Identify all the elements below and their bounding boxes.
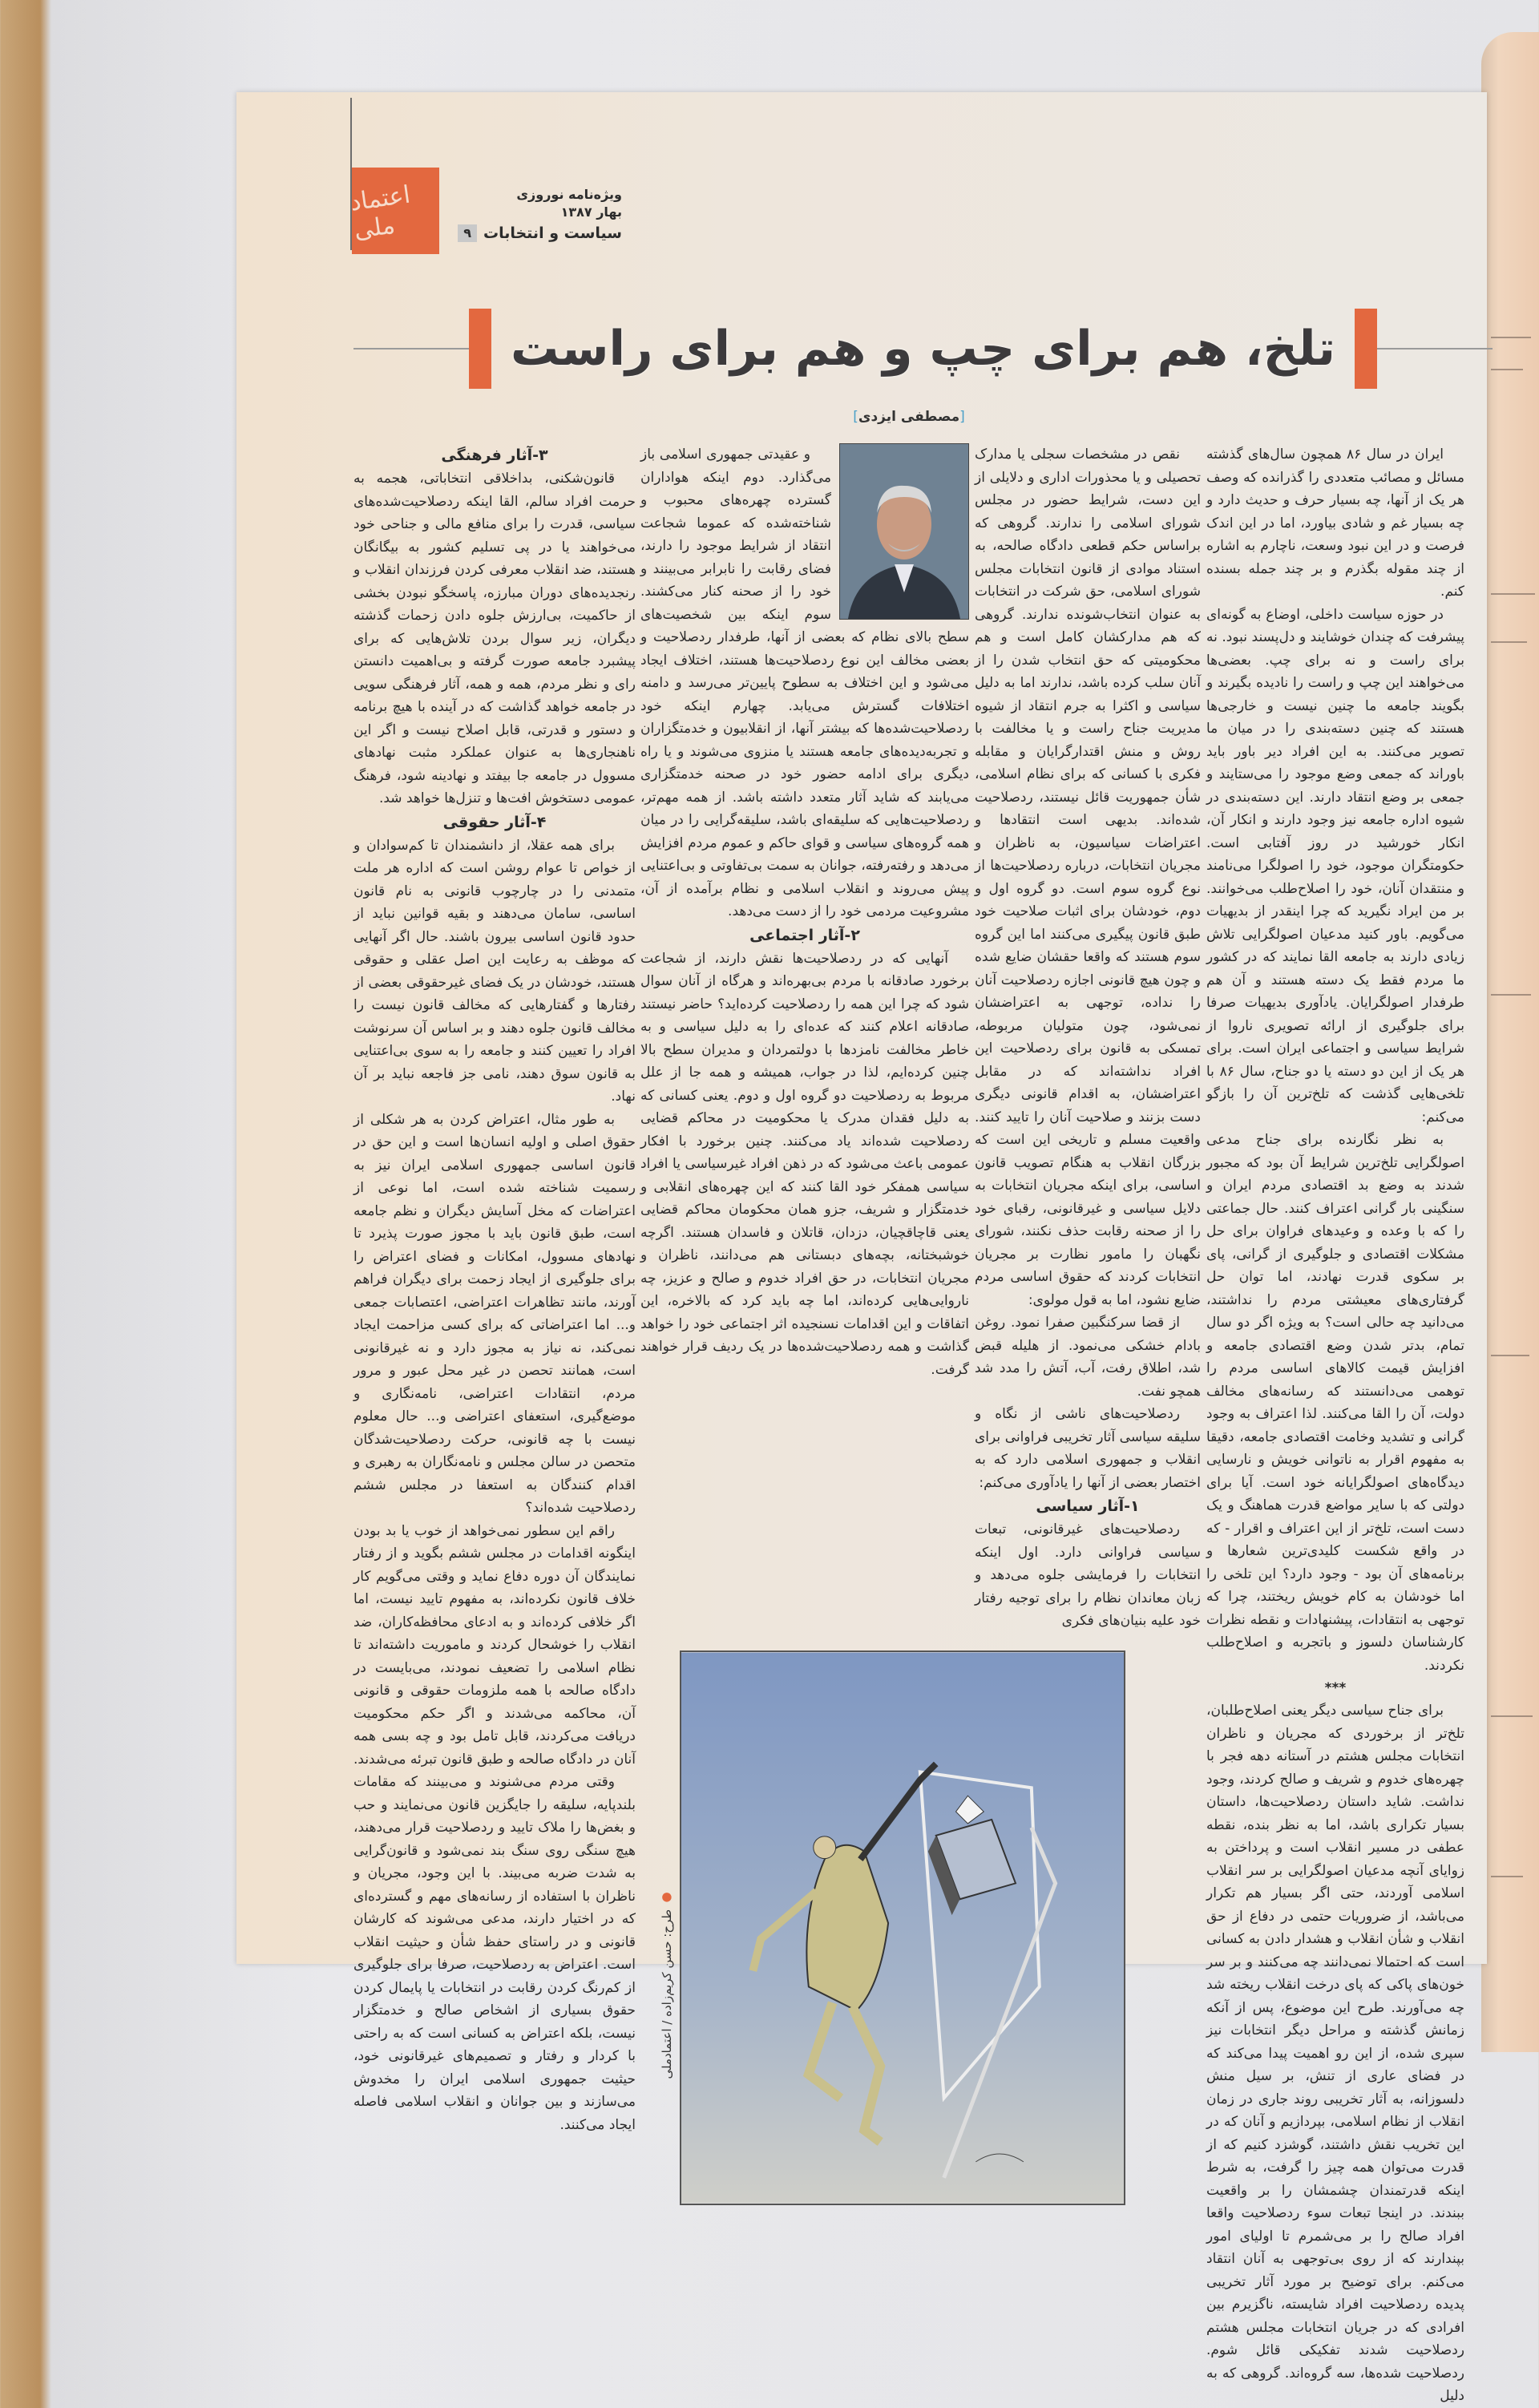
paragraph: برای همه عقلا، از دانشمندان تا کم‌سوادان و از خواص تا عوام روشن است که اداره هر ملت متمدنی را در چارچوب قانونی به نام قانون اساسی، سامان می‌دهند و بقیه قوانین نباید از حدود قانون اساسی بیرون باشند. حال اگر آنهایی که موظف به رعایت این اصل عقلی و حقوقی هستند، خودشان در یک فضای غیرحقوقی بعضی از رفتارها و گفتارهایی که مخالف قانون نیست را مخالف قانون جلوه دهند و بر اساس آن سرنوشت افراد را تعیین کنند و جامعه را به سوی بی‌اعتنایی به قانون سوق دهند، نامی جز فاجعه نباید بر آن نهاد. xyxy=(353,837,636,1105)
cartoon-credit: ● طرح: حسن کریم‌زاده / اعتمادملی xyxy=(660,1890,674,2079)
author-photo xyxy=(839,443,969,620)
paragraph: از قضا سرکنگبین صفرا نمود. روغن بادام خشکی می‌نمود. از هلیله قبض شد، اطلاق رفت، آب، آتش را مدد شد همچو نفت. xyxy=(975,1315,1201,1400)
paragraph: ایران در سال ۸۶ همچون سال‌های گذشته مسائل و مصائب متعددی را گذرانده که وصف هر یک از آنها، چه بسیار حرف و حدیث دارد و چه بسیار غم و شادی بیاورد، اما در این اندک فرصت و در این نبود وسعت، ناچارم به اشاره از چند مقوله بگذرم و بر چند جمله بسنده کنم. xyxy=(1206,446,1464,600)
page-number: ۹ xyxy=(458,224,477,242)
subheading: ۲-آثار اجتماعی xyxy=(749,926,860,944)
article-column-1 xyxy=(1206,443,1464,2408)
section-separator: *** xyxy=(1324,1680,1347,1696)
title-rule-right xyxy=(1377,348,1493,349)
middle-columns xyxy=(640,443,1201,2205)
subheading: ۴-آثار حقوقی xyxy=(442,813,547,831)
subheading: ۱-آثار سیاسی xyxy=(1036,1497,1140,1515)
article-columns xyxy=(353,443,1464,2408)
paragraph: وقتی مردم می‌شنوند و می‌بینند که مقامات بلندپایه، سلیقه را جایگزین قانون می‌نمایند و حب و بغض‌ها را ملاک تایید و ردصلاحیت قرار می‌دهند، هیچ سنگی روی سنگ بند نمی‌شود و قانون‌گرایی به شدت ضربه می‌بیند. با این وجود، مجریان و ناظران با استفاده از رسانه‌های مهم و گسترده‌ای که در اختیار دارند، مدعی می‌شوند که کارشان قانونی و در راستای حفظ شأن و حیثیت انقلاب است. اعتراض به ردصلاحیت، صرفا برای جلوگیری از کم‌رنگ کردن رقابت در انتخابات یا پایمال کردن حقوق بسیاری از اشخاص صالح و خدمتگزار نیست، بلکه اعتراض به کسانی است که به راحتی با کردار و رفتار و تصمیم‌های غیرقانونی خود، حیثیت جمهوری اسلامی ایران را مخدوش می‌سازند و بین جوانان و انقلاب اسلامی فاصله ایجاد می‌کنند. xyxy=(353,1774,636,2133)
section-label: سیاست و انتخابات xyxy=(483,224,622,242)
paragraph: به نظر نگارنده برای جناح مدعی اصولگرایی تلخ‌ترین شرایط آن بود که مجبور شدند به وضع بد اقتصادی مردم ایران و سنگینی بار گرانی اعتراف کنند. حال جماعتی را که با وعده و وعیدهای فراوان برای حل مشکلات اقتصادی و جلوگیری از گرانی، پای بر سکوی قدرت نهادند، اما توان حل گرفتاری‌های معیشتی مردم را نداشتند، می‌دانید چه حالی است؟ به ویژه اگر دو سال تمام، بدتر شدن وضع اقتصادی جامعه و افزایش قیمت کالاهای اساسی مردم را توهمی می‌دانستند که رسانه‌های مخالف دولت، آن را القا می‌کنند. لذا اعتراف به وجود گرانی و تشدید وخامت اقتصادی جامعه، دقیقا به مفهوم اقرار به ناتوانی خویش و نارسایی دیدگاه‌های اصولگرایانه خود است. آیا برای دولتی که با سایر مواضع قدرت هماهنگ و یک دست است، تلخ‌تر از این اعتراف و اقرار - که در واقع شکست کلیدی‌ترین شعارها و برنامه‌های آن بود - وجود دارد؟ این تلخی را اما خودشان به کام خویش ریختند، چرا که توجهی به انتقادات، پیشنهادات و نقطه نظرات کارشناسان دلسوز و باتجربه و اصلاح‌طلب نکردند. xyxy=(1206,1132,1464,1674)
edition-label: ویژه‌نامه نوروزی xyxy=(516,187,622,202)
title-accent-bar-right xyxy=(1355,309,1377,389)
paragraph: قانون‌شکنی، بداخلاقی انتخاباتی، هجمه به حرمت افراد سالم، القا اینکه ردصلاحیت‌شده‌های سیاسی، قدرت را برای منافع مالی و جناحی خود می‌خواهند یا در پی تسلیم کشور به بیگانگان هستند، ضد انقلاب معرفی کردن فرزندان انقلاب و رنجدیده‌های دوران مبارزه، پاسخگو نبودن بخشی از حاکمیت، بی‌ارزش جلوه دادن زحمات گذشته دیگران، زیر سوال بردن تلاش‌هایی که برای پیشبرد جامعه صورت گرفته و بی‌اهمیت دانستن رای و نظر مردم، همه و همه، آثار فرهنگی سویی در جامعه خواهد گذاشت که در آینده با هیچ برنامه و دستور و قدرتی، قابل اصلاح نیست و اگر این ناهنجاری‌ها به عنوان عملکرد مثبت نهادهای مسوول در جامعه جا بیفتد و نهادینه شود، فرهنگ عمومی دستخوش افت‌ها و تنزل‌ها خواهد شد. xyxy=(353,471,636,806)
editorial-cartoon xyxy=(680,1650,1125,2205)
paragraph: به طور مثال، اعتراض کردن به هر شکلی از حقوق اصلی و اولیه انسان‌ها است و این حق در قانون اساسی جمهوری اسلامی ایران نیز به رسمیت شناخته شده است، اما نوعی از اعتراضات که مخل آسایش دیگران و نظم جامعه است، طبق قانون باید با مجوز صورت پذیرد تا نهادهای مسوول، امکانات و فضای اعتراض را برای جلوگیری از ایجاد زحمت برای دیگران فراهم آورند، مانند تظاهرات اعتراضی، اعتصابات جمعی و... اما اعتراضاتی که برای کسی مزاحمت ایجاد نمی‌کند، نه نیاز به مجوز دارد و نه غیرقانونی است، همانند تحصن در غیر محل عبور و مرور مردم، انتقادات اعتراضی، نامه‌نگاری و موضع‌گیری، استعفای اعتراضی و... حال معلوم نیست با چه قانونی، حرکت ردصلاحیت‌شدگان متحصن در سالن مجلس و نامه‌نگاران به رهبری و اقدام کنندگان به استعفا در مجلس ششم ردصلاحیت شده‌اند؟ xyxy=(353,1111,636,1516)
paragraph: آنهایی که در ردصلاحیت‌ها نقش دارند، از شجاعت برخورد صادقانه با مردم بی‌بهره‌اند و هرگاه از آنان سوال شود که چرا این همه را ردصلاحیت کرده‌اید؟ حاضر نیستند صادقانه اعلام کنند که عده‌ای را به دلیل سیاسی و به خاطر مخالفت نامزدها با دولتمردان و مدیران سطح بالا چنین کرده‌ایم، لذا در جواب، همیشه و همه جا از علل مربوط به ردصلاحیت دو گروه اول و دوم. یعنی کسانی که به دلیل فقدان مدرک یا محکومیت در محاکم قضایی ردصلاحیت شده‌اند یاد می‌کنند. چنین برخورد با افکار عمومی باعث می‌شود که در ذهن افراد غیرسیاسی یا افراد سیاسی همفکر خود القا کنند که این چهره‌های انقلابی و خدمتگزار و شریف، جزو همان محکومان محاکم قضایی یعنی قاچاقچیان، دزدان، قاتلان و فاسدان هستند. اگرچه خوشبختانه، بچه‌های دبستانی هم می‌دانند، ناظران و مجریان انتخابات، در حق افراد خدوم و صالح و عزیز، چه ناروایی‌هایی کرده‌اند، اما چه باید کرد که بالاخره، این اتفاقات و این اقدامات نسنجیده اثر اجتماعی خود را خواهد گذاشت و همه ردصلاحیت‌شده‌ها در یک ردیف قرار خواهند گرفت. xyxy=(640,950,969,1378)
article-title: تلخ، هم برای چپ و هم برای راست xyxy=(510,321,1336,377)
issue-header xyxy=(446,186,622,242)
title-rule-left xyxy=(353,348,469,349)
title-accent-bar-left xyxy=(469,309,491,389)
author-byline: [مصطفی ایزدی] xyxy=(853,409,965,425)
paragraph: راقم این سطور نمی‌خواهد از خوب یا بد بودن اینگونه اقدامات در مجلس ششم بگوید و از رفتار نمایندگان آن دوره دفاع نماید و وقتی می‌گویم کار خلاف قانون نکرده‌اند، به مفهوم تایید نیست، اما اگر خلافی کرده‌اند و به ادعای محافظه‌کاران، ضد انقلاب را خوشحال کردند و ماموریت داشته‌اند تا نظام اسلامی را تضعیف نمودند، می‌بایست در دادگاه صالحه با همه ملزومات حقوقی و قانونی آن، محاکمه می‌شدند و اگر حکم محکومیت دریافت می‌کردند، قابل تامل بود و چه بسی همه آنان در دادگاه صالحه و طبق قانون تبرئه می‌شدند. xyxy=(353,1522,636,1768)
article-column-3 xyxy=(640,443,969,1381)
paragraph: برای جناح سیاسی دیگر یعنی اصلاح‌طلبان، تلخ‌تر از برخوردی که مجریان و ناظران انتخابات مجلس هشتم در آستانه دهه فجر با چهره‌های خدوم و شریف و صالح کردند، وجود نداشت. شاید داستان ردصلاحیت‌ها، داستان بسیار تکراری باشد، اما به نظر بنده، نقطه عطفی در مسیر انقلاب است و پرداختن به زوایای آنچه مدعیان اصولگرایی بر سر انقلاب اسلامی آوردند، حتی اگر بسیار هم تکرار می‌باشد، از ضروریات حتمی در دفاع از حق انقلاب و شأن انقلاب و هشدار دادن به کسانی است که احتمالا نمی‌دانند چه می‌کنند و بر سر خون‌های پاکی که پای درخت انقلاب ریخته شد چه می‌آورند. طرح این موضوع، پس از آنکه زمانش گذشته و مراحل دیگر انتخابات نیز سپری شده، از این رو اهمیت پیدا می‌کند که در فضای عاری از تنش، بر سیل منش دلسوزانه، به آثار تخریبی روند جاری در زمان انقلاب از نظام اسلامی، بپردازیم و آنان که در این تخریب نقش داشتند، گوشزد کنیم که از قدرت می‌توان همه چیز را گرفت، به شرط اینکه قدرتمندان چشمشان را بر واقعیت ببندند. در اینجا تبعات سوء ردصلاحیت واقعا افراد صالح را بر می‌شمرم تا اولیای امور بپندارند که از روی بی‌توجهی به آنان انتقاد می‌کنم. برای توضیح بر مورد آثار تخریبی پدیده ردصلاحیت افراد شایسته، ناگزیرم بین افرادی که در جریان انتخابات مجلس هشتم ردصلاحیت شدند تفکیکی قائل شوم. ردصلاحیت شده‌ها، سه گروه‌اند. گروهی که به دلیل xyxy=(1206,1703,1464,2404)
cartoon-block xyxy=(660,1650,1125,2205)
season-label: بهار ۱۳۸۷ xyxy=(560,204,622,220)
paragraph: در حوزه سیاست داخلی، اوضاع به گونه‌ای پیشرفت که چندان خوشایند و دل‌پسند نبود. نه برای راست و نه برای چپ. بعضی‌ها می‌خواهند این چپ و راست را نادیده بگیرند و بگویند جامعه ما چنین نیست و خارجی‌ها هستند که چنین دسته‌بندی را در میان ما تصویر می‌کنند. به این افراد دیر باور باید باوراند که جمعی وضع موجود را می‌ستایند و جمعی بر وضع انتقاد دارند. این دسته‌بندی در شیوه اداره جامعه نیز وجود دارند و انکار آن، انکار خورشید در روز آفتابی است. حکومتگران موجود، خود را اصولگرا می‌نامند و منتقدان آنان، خود را اصلاح‌طلب می‌خوانند. بر من ایراد نگیرید که چرا اینقدر از بدیهیات می‌گویم. باور کنید مدعیان اصولگرایی تلاش زیادی دارند به جامعه القا نمایند که در کشور ما مردم فقط یک دسته هستند و آن هم طرفدار اصولگرایان. یادآوری بدیهیات صرفا برای جلوگیری از ارائه تصویری ناروا از شرایط سیاسی و اجتماعی ایران است. برای هر یک از این دو دسته یا دو جناح، سال ۸۶ با تلخی‌هایی گذشت که تلخ‌ترین آن را بازگو می‌کنم: xyxy=(1206,606,1464,1125)
paragraph: نقص در مشخصات سجلی یا مدارک تحصیلی و یا محذورات اداری و دلایلی از این دست، شرایط حضور در مجلس شورای اسلامی را ندارند. گروهی که براساس حکم قطعی دادگاه صالحه، به استناد موادی از قانون انتخابات مجلس شورای اسلامی، حق شرکت در انتخابات به عنوان انتخاب‌شونده ندارند. گروهی که هم مدارکشان کامل است و هم محکومیتی که حق انتخاب شدن را از آنان سلب کرده باشد، ندارند اما به دلیل سیاسی و اکثرا به جرم انتقاد از شیوه مدیریت جناح راست و یا مخالفت با روش و منش اقتدارگرایان و مقابله فکری با کسانی که برای نظام اسلامی، شأن جمهوریت قائل نیستند، ردصلاحیت شده‌اند. بدیهی است انتقادها و اعتراضات سیاسیون، به ناظران و مجریان انتخابات، درباره ردصلاحیت‌ها از نوع گروه سوم است. دو گروه اول و دوم، خودشان برای اثبات صلاحیت خود طبق قانون پیگیری می‌کنند اما این گروه سوم هستند که واقعا حقشان ضایع شده و چون هیچ قانونی اجازه ردصلاحیت آنان را نداده، توجهی به اعتراضشان نمی‌شود، چون متولیان مربوطه، تمسکی به قانون برای ردصلاحیت این افراد نداشته‌اند که در مقابل اعتراضشان، به اقدام قانونی دیگری دست بزنند و صلاحیت آنان را تایید کنند. واقعیت مسلم و تاریخی این است که بزرگان انقلاب به هنگام تصویب قانون اساسی، برای اینکه مجریان انتخابات به دلایل سیاسی و غیرقانونی، رقبای خود را از صحنه رقابت حذف نکنند، شورای نگهبان را مامور نظارت بر مجریان انتخابات کردند که حقوق اساسی مردم ضایع نشود، اما به قول مولوی: xyxy=(975,446,1201,1308)
paragraph: ردصلاحیت‌های ناشی از نگاه و سلیقه سیاسی آثار تخریبی فراوانی برای انقلاب و جمهوری اسلامی دارد که به اختصار بعضی از آنها را یادآوری می‌کنم: xyxy=(975,1406,1201,1491)
title-row xyxy=(353,309,1493,389)
paragraph: و عقیدتی جمهوری اسلامی باز می‌گذارد. دوم اینکه هواداران گسترده چهره‌های محبوب و شناخته‌شده که عموما شجاعت انتقاد از شرایط موجود را دارند، فضای رقابت را نابرابر می‌بینند و خود را از صحنه کنار می‌کشند. سوم اینکه بین شخصیت‌های سطح بالای نظام که بعضی از آنها، طرفدار ردصلاحیت و بعضی مخالف این نوع ردصلاحیت‌ها هستند، اختلاف ایجاد می‌شود و این اختلاف به سطوح پایین‌تر می‌رسد و دامنه اختلافات گسترش می‌یابد. چهارم اینکه خود ردصلاحیت‌شده‌ها که بیشتر آنها، از انقلابیون و خدمتگزاران و تجربه‌دیده‌های جامعه هستند یا منزوی می‌شوند و یا راه دیگری برای ادامه حضور خود در صحنه خدمتگزاری می‌یابند که شاید آثار متعدد داشته باشد. از همه مهم‌تر، ردصلاحیت‌هایی که سلیقه‌ای باشد، سلیقه‌گرایی را در میان همه گروه‌های سیاسی و قوای حاکم و عموم مردم افزایش می‌دهد و رفته‌رفته، جوانان به سمت بی‌تفاوتی و بی‌اعتنایی پیش می‌روند و انقلاب اسلامی و نظام برآمده از آن، مشروعیت مردمی خود را از دست می‌دهد. xyxy=(640,446,969,919)
article-column-2 xyxy=(975,443,1201,1633)
subheading: ۳-آثار فرهنگی xyxy=(441,446,548,464)
paragraph: ردصلاحیت‌های غیرقانونی، تبعات سیاسی فراوانی دارد. اول اینکه انتخابات را فرمایشی جلوه می‌دهد و زبان معاندان نظام را برای توجیه رفتار خود علیه بنیان‌های فکری xyxy=(975,1521,1201,1629)
article-column-4 xyxy=(353,443,636,2136)
article xyxy=(353,309,1493,2408)
publication-logo: اعتماد ملی xyxy=(352,168,439,254)
